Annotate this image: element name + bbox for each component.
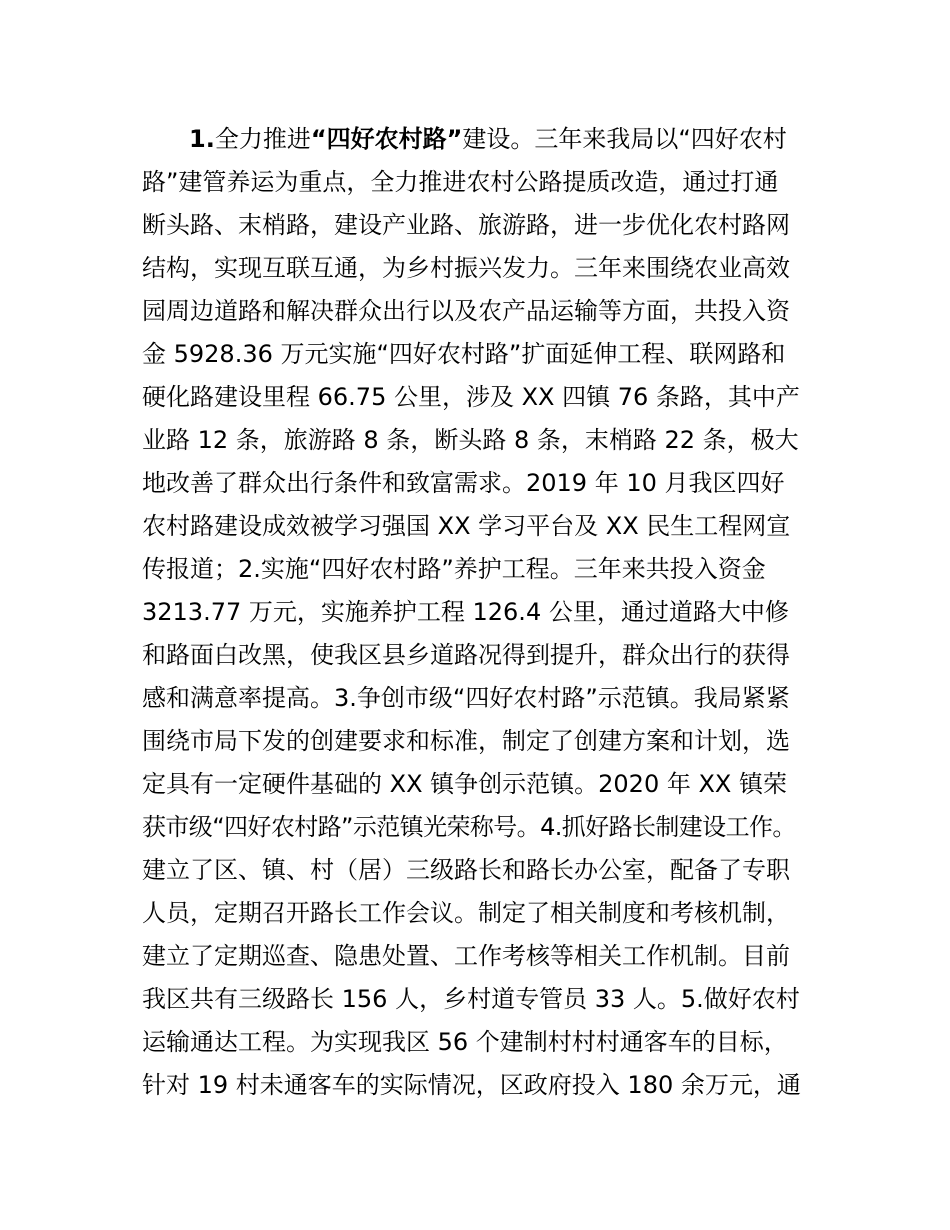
paragraph-line: 硬化路建设里程 66.75 公里，涉及 XX 四镇 76 条路，其中产 (142, 383, 800, 411)
paragraph-line: 感和满意率提高。3.争创市级“四好农村路”示范镇。我局紧紧 (142, 684, 790, 712)
paragraph-line: 运输通达工程。为实现我区 56 个建制村村村通客车的目标， (142, 1028, 788, 1056)
paragraph-line: 建立了定期巡查、隐患处置、工作考核等相关工作机制。目前 (142, 942, 790, 970)
paragraph-line: 定具有一定硬件基础的 XX 镇争创示范镇。2020 年 XX 镇荣 (142, 770, 787, 798)
body-paragraph (142, 118, 832, 1107)
paragraph-line: 结构，实现互联互通，为乡村振兴发力。三年来围绕农业高效 (142, 254, 790, 282)
paragraph-line: 围绕市局下发的创建要求和标准，制定了创建方案和计划，选 (142, 727, 790, 755)
line-text: 建设。三年来我局以“四好农村 (462, 125, 787, 153)
paragraph-line: 农村路建设成效被学习强国 XX 学习平台及 XX 民生工程网宣 (142, 512, 791, 540)
item-number: 1. (189, 125, 215, 153)
paragraph-line: 业路 12 条，旅游路 8 条，断头路 8 条，末梢路 22 条，极大 (142, 426, 799, 454)
item-heading: 全力推进 (214, 125, 311, 153)
paragraph-line: 传报道；2.实施“四好农村路”养护工程。三年来共投入资金 (142, 555, 766, 583)
paragraph-line: 我区共有三级路长 156 人，乡村道专管员 33 人。5.做好农村 (142, 985, 800, 1013)
paragraph-line: 3213.77 万元，实施养护工程 126.4 公里，通过道路大中修 (142, 598, 789, 626)
paragraph-line: 园周边道路和解决群众出行以及农产品运输等方面，共投入资 (142, 297, 790, 325)
paragraph-line: 建立了区、镇、村（居）三级路长和路长办公室，配备了专职 (142, 856, 790, 884)
paragraph-line: 金 5928.36 万元实施“四好农村路”扩面延伸工程、联网路和 (142, 340, 786, 368)
paragraph-line: 和路面白改黑，使我区县乡道路况得到提升，群众出行的获得 (142, 641, 790, 669)
paragraph-line: 获市级“四好农村路”示范镇光荣称号。4.抓好路长制建设工作。 (142, 813, 796, 841)
paragraph-line: 路”建管养运为重点，全力推进农村公路提质改造，通过打通 (142, 168, 779, 196)
paragraph-line: 断头路、末梢路，建设产业路、旅游路，进一步优化农村路网 (142, 211, 790, 239)
paragraph-line: 针对 19 村未通客车的实际情况，区政府投入 180 余万元，通 (142, 1071, 801, 1099)
item-heading-quote: “四好农村路” (310, 125, 463, 153)
paragraph-line: 人员，定期召开路长工作会议。制定了相关制度和考核机制， (142, 899, 790, 927)
paragraph-line: 地改善了群众出行条件和致富需求。2019 年 10 月我区四好 (142, 469, 785, 497)
paragraph-line-1 (142, 118, 832, 161)
